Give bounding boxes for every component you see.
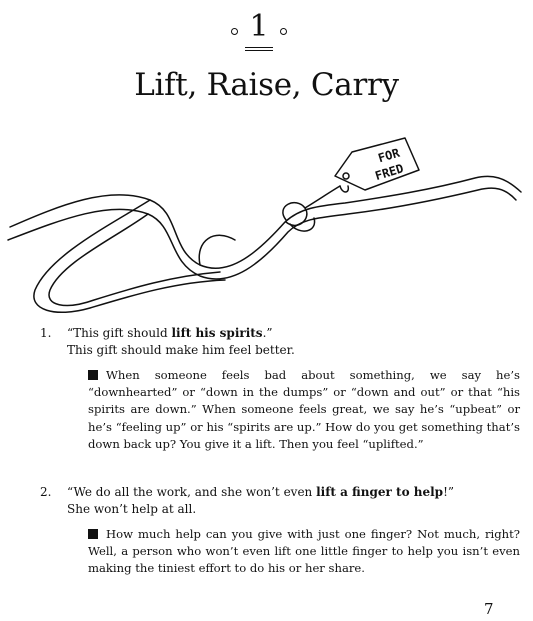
explanation-note: When someone feels bad about something, we say he’s “downhearted” or “down in the dumps” or “down and out” or that “his spirits are down.” When someone feels great, we say he’s “upbeat” or he’s “feeling up” or his “spirits are up.” How do you get something that’s down back up? You give it a lift. Then you feel “uplifted.” — [88, 368, 520, 451]
idiom-phrase: lift a finger to help — [316, 485, 444, 499]
meaning-line: This gift should make him feel better. — [67, 343, 295, 357]
ribbon-edge-lower — [8, 188, 516, 279]
ribbon-tail-inner — [49, 214, 220, 305]
idiom-phrase: lift his spirits — [171, 326, 263, 340]
chapter-title: Lift, Raise, Carry — [134, 67, 399, 103]
ornament-dot-right — [280, 28, 287, 35]
example-quote: “We do all the work, and she won’t even lift a finger to help!” — [67, 485, 455, 499]
bullet-square-icon — [88, 529, 98, 539]
ribbon-twist — [199, 235, 235, 265]
tag-text-line1: FOR — [376, 145, 402, 166]
ornament-rule — [245, 50, 273, 51]
item-number: 1. — [40, 326, 52, 340]
chapter-marker — [226, 8, 292, 52]
explanation-note: How much help can you give with just one finger? Not much, right? Well, a person who won’t even lift one little finger to help you isn’t even making the tiniest effort to do his or her share. — [88, 527, 520, 576]
item-number: 2. — [40, 485, 52, 499]
tag-text-line2: FRED — [373, 161, 406, 184]
tag-hole — [343, 173, 349, 179]
ribbon-tail-outer — [34, 200, 225, 312]
gift-ribbon-illustration — [0, 130, 533, 325]
ornament-rule — [245, 47, 273, 48]
meaning-line: She won’t help at all. — [67, 502, 197, 516]
example-quote: “This gift should lift his spirits.” — [67, 326, 273, 340]
bullet-square-icon — [88, 370, 98, 380]
chapter-number: 1 — [249, 9, 269, 44]
page-number: 7 — [484, 600, 494, 618]
